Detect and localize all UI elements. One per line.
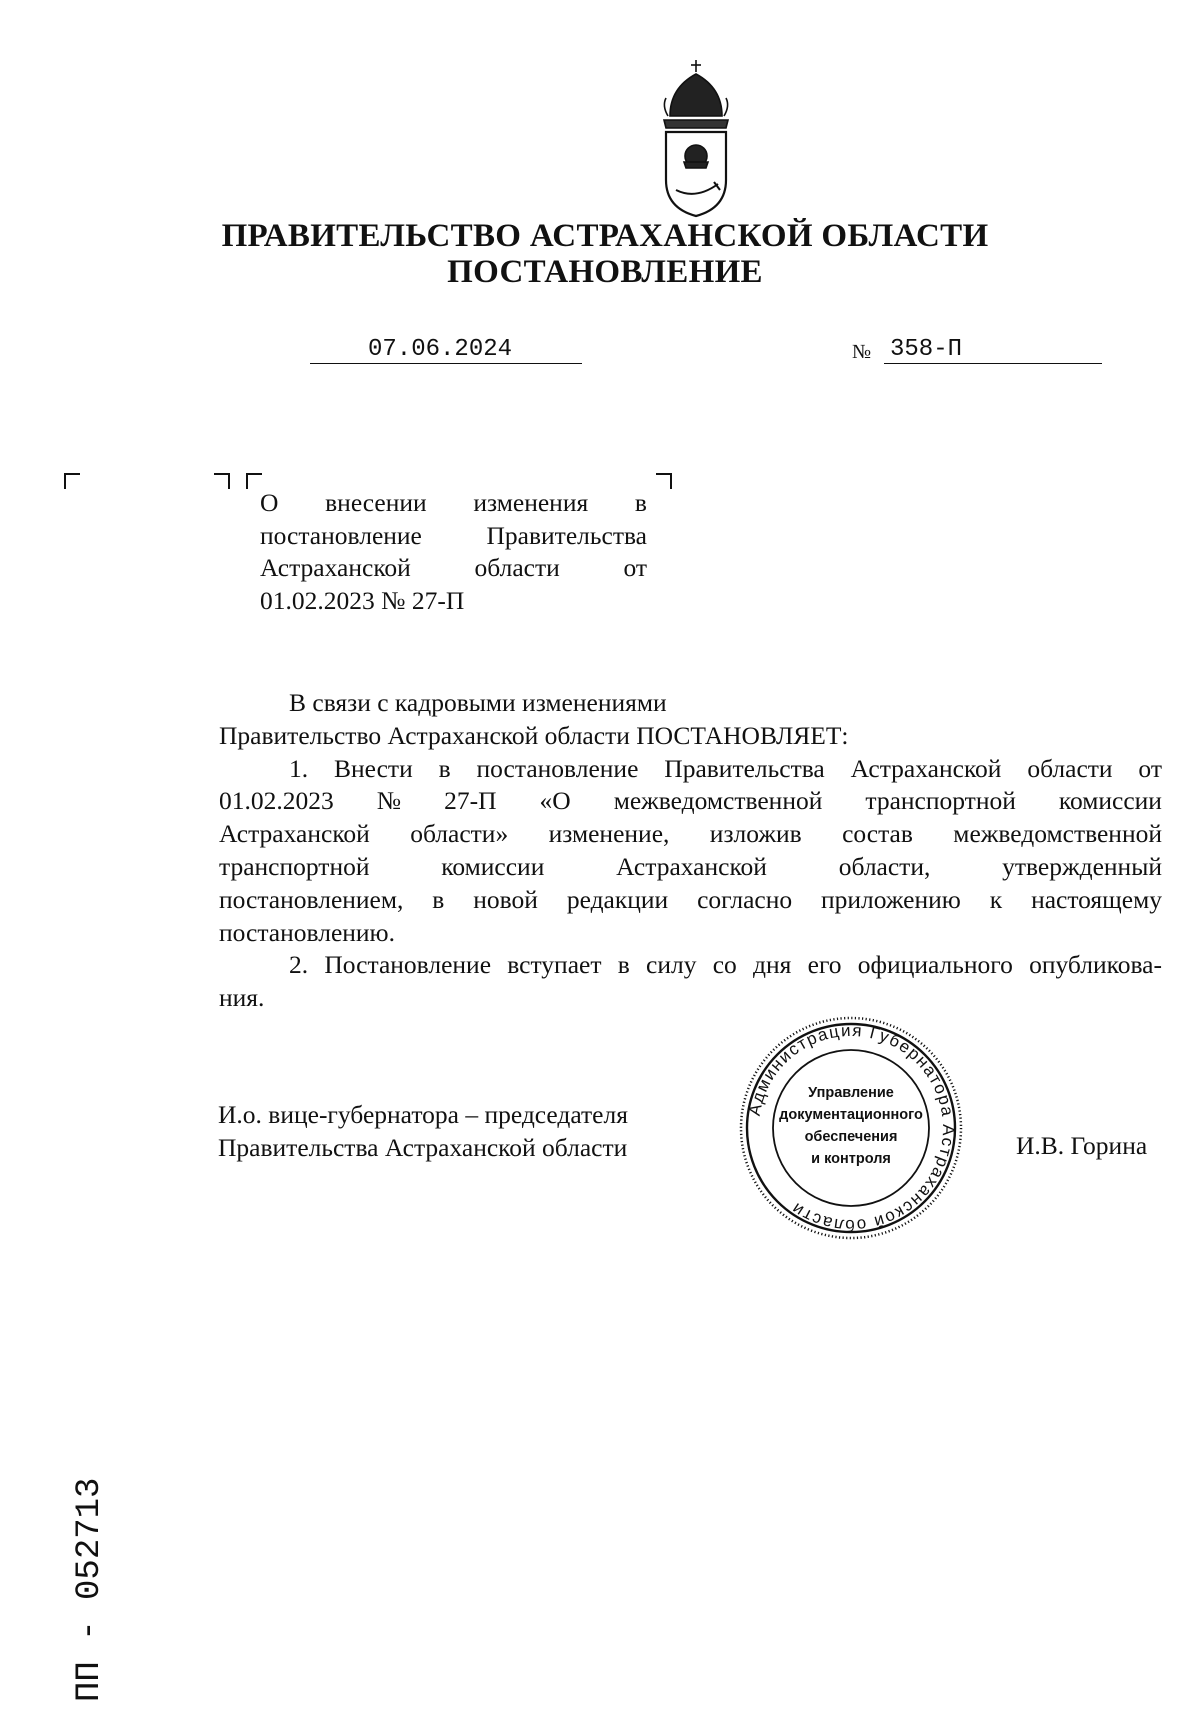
stamp-center-line: обеспечения <box>804 1129 898 1145</box>
document-subject <box>260 487 647 617</box>
date-underline <box>310 363 582 364</box>
subject-word: области <box>474 553 560 582</box>
document-date: 07.06.2024 <box>368 336 513 363</box>
subject-word: внесении <box>325 488 427 517</box>
paragraph-line <box>219 753 1162 786</box>
svg-text:Администрация Губернатора Астр <box>745 1021 958 1235</box>
paragraph-word: транспортной <box>865 786 1016 816</box>
document-type-title: ПОСТАНОВЛЕНИЕ <box>447 254 763 290</box>
paragraph-line: постановлению. <box>219 917 395 947</box>
coat-of-arms-emblem <box>656 58 736 220</box>
stamp-center-line: Управление <box>808 1085 894 1101</box>
subject-line <box>260 487 647 520</box>
position-line: Правительства Астраханской области <box>218 1132 628 1162</box>
subject-word: от <box>623 553 647 582</box>
stamp-center-line: документационного <box>779 1107 923 1123</box>
subject-word: в <box>634 488 647 517</box>
document-body <box>219 687 1162 1015</box>
paragraph-text: 1. Внести в постановление Правительства Астраханской области от <box>289 753 1162 783</box>
stamp-center-line: и контроля <box>811 1151 891 1167</box>
subject-word: О <box>260 488 279 517</box>
paragraph-line: Астраханской области» изменение, изложив состав межведомственной <box>219 819 1162 849</box>
official-stamp <box>738 1015 964 1241</box>
paragraph-word: комиссии <box>1058 786 1162 816</box>
stamp-ring-text: Администрация Губернатора Астраханской области <box>744 1020 959 1236</box>
paragraph-word: «О <box>539 786 571 816</box>
corner-mark <box>64 473 80 489</box>
paragraph-word: комиссии <box>441 851 545 881</box>
intro-line: Правительство Астраханской области ПОСТАНОВЛЯЕТ: <box>219 720 849 750</box>
number-underline <box>884 363 1102 364</box>
subject-word: изменения <box>473 488 589 517</box>
paragraph-line <box>219 851 1162 884</box>
corner-mark <box>656 473 672 489</box>
registration-number-text: ПП - 052713 <box>71 1477 109 1702</box>
subject-word: Астраханской <box>260 553 411 582</box>
signatory-name: И.В. Горина <box>1016 1131 1148 1160</box>
paragraph-line <box>219 785 1162 818</box>
subject-word: Правительства <box>486 520 647 550</box>
subject-word: постановление <box>260 520 422 550</box>
paragraph-word: области, <box>838 851 931 881</box>
subject-line <box>260 520 647 553</box>
subject-line: 01.02.2023 № 27-П <box>260 585 465 615</box>
position-line: И.о. вице-губернатора – председателя <box>218 1100 628 1129</box>
paragraph-line: постановлением, в новой редакции согласно приложению к настоящему <box>219 884 1162 914</box>
document-number: 358-П <box>890 336 963 363</box>
intro-line: В связи с кадровыми изменениями <box>289 688 667 717</box>
paragraph-word: 01.02.2023 <box>219 786 334 816</box>
paragraph-word: 27-П <box>444 786 497 816</box>
paragraph-word: межведомственной <box>613 786 823 816</box>
paragraph-word: транспортной <box>219 851 370 881</box>
paragraph-line: ния. <box>219 983 265 1013</box>
paragraph-word: Астраханской <box>616 851 767 881</box>
corner-mark <box>214 473 230 489</box>
org-title: ПРАВИТЕЛЬСТВО АСТРАХАНСКОЙ ОБЛАСТИ <box>221 218 989 254</box>
registration-number <box>54 1437 114 1707</box>
subject-line <box>260 552 647 585</box>
signatory-position <box>218 1099 688 1164</box>
paragraph-line: 2. Постановление вступает в силу со дня его официального опубликова- <box>289 950 1162 980</box>
paragraph-word: № <box>376 786 402 816</box>
paragraph-word: утвержденный <box>1002 851 1162 881</box>
number-sign: № <box>852 341 872 363</box>
